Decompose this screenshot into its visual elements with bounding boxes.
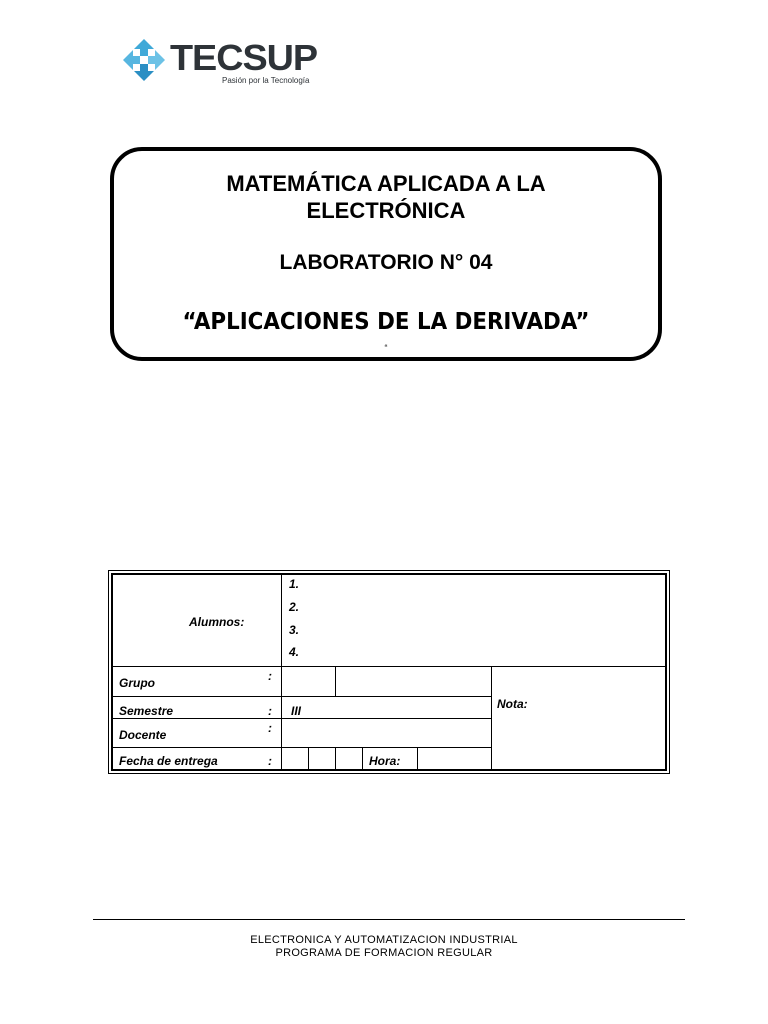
footer-rule bbox=[93, 919, 685, 920]
semestre-value: III bbox=[291, 704, 302, 718]
lab-number: LABORATORIO N° 04 bbox=[279, 251, 493, 274]
semestre-row-divider bbox=[113, 718, 491, 719]
hora-label: Hora: bbox=[369, 754, 401, 768]
grupo-cell-divider bbox=[335, 666, 336, 696]
student-4: 4. bbox=[289, 645, 300, 659]
fecha-cell-divider-1 bbox=[308, 747, 309, 771]
alumnos-label: Alumnos: bbox=[189, 615, 245, 629]
grupo-colon: : bbox=[268, 669, 272, 683]
docente-label: Docente bbox=[119, 728, 167, 742]
course-title-line2: ELECTRÓNICA bbox=[306, 198, 466, 223]
fecha-cell-divider-2 bbox=[335, 747, 336, 771]
title-box bbox=[110, 147, 662, 361]
grupo-label: Grupo bbox=[119, 676, 155, 690]
grupo-row-divider bbox=[113, 696, 491, 697]
course-title-line1: MATEMÁTICA APLICADA A LA bbox=[226, 171, 546, 196]
footer-line1: ELECTRONICA Y AUTOMATIZACION INDUSTRIAL bbox=[250, 934, 518, 946]
tecsup-logo bbox=[120, 36, 320, 88]
fecha-colon: : bbox=[268, 754, 272, 768]
course-title bbox=[114, 170, 658, 224]
lab-subtitle: “APLICACIONES DE LA DERIVADA” bbox=[182, 309, 590, 335]
nota-label: Nota: bbox=[497, 697, 528, 711]
hora-cell-divider bbox=[417, 747, 418, 771]
semestre-label: Semestre bbox=[119, 704, 174, 718]
student-3: 3. bbox=[289, 623, 300, 637]
fecha-cell-divider-3 bbox=[362, 747, 363, 771]
student-info-table bbox=[108, 570, 670, 774]
docente-row-divider bbox=[113, 747, 491, 748]
tecsup-logo-icon bbox=[120, 36, 168, 84]
alumnos-row-divider bbox=[113, 666, 667, 667]
docente-colon: : bbox=[268, 721, 272, 735]
nota-column-divider bbox=[491, 666, 492, 771]
fecha-entrega-label: Fecha de entrega bbox=[119, 754, 218, 768]
student-1: 1. bbox=[289, 577, 300, 591]
small-quote-mark: “ bbox=[384, 343, 388, 353]
student-info-frame bbox=[111, 573, 667, 771]
student-2: 2. bbox=[289, 600, 300, 614]
semestre-colon: : bbox=[268, 704, 272, 718]
label-column-divider bbox=[281, 575, 282, 771]
tecsup-wordmark: TECSUP bbox=[170, 37, 318, 78]
footer-line2: PROGRAMA DE FORMACION REGULAR bbox=[275, 947, 493, 959]
tecsup-tagline: Pasión por la Tecnología bbox=[222, 76, 310, 85]
